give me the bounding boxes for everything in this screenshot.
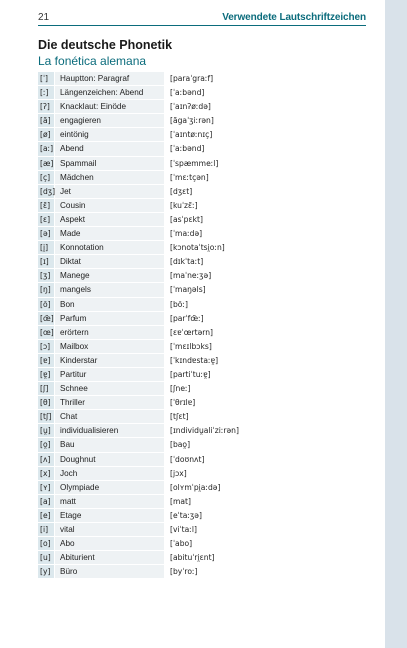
phonetic-symbol: [ə] [38,227,55,240]
table-row [38,495,366,509]
phonetic-symbol: [a] [38,495,55,508]
phonetic-symbol: [x] [38,467,55,480]
table-row [38,241,366,255]
transcription: [ˈmaːdə] [165,227,366,240]
example-word: Konnotation [55,241,165,254]
phonetic-symbol: [ø] [38,128,55,141]
example-word: Jet [55,185,165,198]
table-row [38,326,366,340]
example-word: Etage [55,509,165,522]
transcription: [ɪndividu̯aliˈziːrən] [165,424,366,437]
table-row [38,142,366,156]
transcription: [ˈabo] [165,537,366,550]
example-word: Joch [55,467,165,480]
phonetic-symbol: [ʃ] [38,382,55,395]
phonetic-symbol: [θ] [38,396,55,409]
page-number: 21 [38,12,50,23]
transcription: [ˈaɪntøːnɪç] [165,128,366,141]
table-row [38,340,366,354]
example-word: vital [55,523,165,536]
example-word: Bon [55,298,165,311]
phonetic-symbol: [ŋ] [38,283,55,296]
table-row [38,438,366,452]
table-row [38,481,366,495]
transcription: [viˈtaːl] [165,523,366,536]
phonetic-symbol: [ã] [38,114,55,127]
transcription: [byˈroː] [165,565,366,578]
table-row [38,213,366,227]
phonetic-symbol: [y] [38,565,55,578]
transcription: [ˈmaŋəls] [165,283,366,296]
transcription: [dɪkˈtaːt] [165,255,366,268]
table-row [38,171,366,185]
example-word: mangels [55,283,165,296]
example-word: Made [55,227,165,240]
transcription: [kɔnotaˈtsi̯oːn] [165,241,366,254]
transcription: [ˈdoʊnʌt] [165,453,366,466]
section-title: Die deutsche Phonetik [38,38,173,52]
section-subtitle: La fonética alemana [38,54,147,68]
table-row [38,509,366,523]
table-row [38,467,366,481]
transcription: [ˈmɛːtçən] [165,171,366,184]
page-side-strip [385,0,407,648]
phonetic-symbol: [ɐ̯] [38,368,55,381]
table-row [38,128,366,142]
transcription: [ˈaːbənd] [165,142,366,155]
example-word: Spammail [55,157,165,170]
phonetic-symbol: [o̯] [38,438,55,451]
transcription: [ˈθrɪlɐ] [165,396,366,409]
table-row [38,410,366,424]
table-row [38,424,366,438]
example-word: Manege [55,269,165,282]
phonetic-symbol: [aː] [38,142,55,155]
running-title: Verwendete Lautschriftzeichen [222,12,366,23]
table-row [38,537,366,551]
example-word: Abiturient [55,551,165,564]
transcription: [asˈpɛkt] [165,213,366,226]
phonetic-symbol: [ɛ] [38,213,55,226]
table-row [38,114,366,128]
table-row [38,283,366,297]
transcription: [abituˈri̯ɛnt] [165,551,366,564]
table-row [38,354,366,368]
phonetic-symbol: [ʏ] [38,481,55,494]
transcription: [ˈkɪndɐstaːɐ̯] [165,354,366,367]
table-row [38,382,366,396]
table-row [38,396,366,410]
example-word: Längenzeichen: Abend [55,86,165,99]
transcription: [mat] [165,495,366,508]
example-word: Abend [55,142,165,155]
phonetic-symbol: [i] [38,523,55,536]
example-word: Abo [55,537,165,550]
transcription: [bao̯] [165,438,366,451]
table-row [38,368,366,382]
example-word: Partitur [55,368,165,381]
phonetic-symbol: [ɪ] [38,255,55,268]
phonetics-table [38,72,366,579]
example-word: Mädchen [55,171,165,184]
example-word: matt [55,495,165,508]
transcription: [bõː] [165,298,366,311]
example-word: Bau [55,438,165,451]
example-word: Schnee [55,382,165,395]
example-word: Diktat [55,255,165,268]
table-row [38,312,366,326]
phonetic-symbol: [æ] [38,157,55,170]
phonetic-symbol: [o] [38,537,55,550]
example-word: Cousin [55,199,165,212]
transcription: [paraˈgraːf] [165,72,366,85]
example-word: erörtern [55,326,165,339]
table-row [38,298,366,312]
phonetic-symbol: [u̯] [38,424,55,437]
transcription: [dʒɛt] [165,185,366,198]
phonetic-symbol: [ʌ] [38,453,55,466]
table-row [38,523,366,537]
table-row [38,185,366,199]
example-word: eintönig [55,128,165,141]
phonetic-symbol: [u] [38,551,55,564]
phonetic-symbol: [tʃ] [38,410,55,423]
phonetic-symbol: [i̯] [38,241,55,254]
phonetic-symbol: [œ] [38,326,55,339]
table-row [38,551,366,565]
phonetic-symbol: [ɛ̃] [38,199,55,212]
table-row [38,157,366,171]
transcription: [ˈspæmmeːl] [165,157,366,170]
phonetic-symbol: [õ] [38,298,55,311]
example-word: individualisieren [55,424,165,437]
phonetic-symbol: [œ̃] [38,312,55,325]
example-word: Hauptton: Paragraf [55,72,165,85]
phonetic-symbol: [ʔ] [38,100,55,113]
phonetic-symbol: [ɔ] [38,340,55,353]
example-word: Thriller [55,396,165,409]
phonetic-symbol: [dʒ] [38,185,55,198]
example-word: Doughnut [55,453,165,466]
transcription: [maˈneːʒə] [165,269,366,282]
transcription: [ɛɐˈœrtərn] [165,326,366,339]
example-word: Knacklaut: Einöde [55,100,165,113]
table-row [38,565,366,579]
transcription: [olʏmˈpi̯aːdə] [165,481,366,494]
transcription: [kuˈzɛ̃ː] [165,199,366,212]
table-row [38,100,366,114]
phonetic-symbol: [ʒ] [38,269,55,282]
table-row [38,255,366,269]
transcription: [jɔx] [165,467,366,480]
transcription: [ˈaɪnʔøːdə] [165,100,366,113]
transcription: [eˈtaːʒə] [165,509,366,522]
header-rule [38,25,366,26]
example-word: Olympiade [55,481,165,494]
example-word: Chat [55,410,165,423]
table-row [38,86,366,100]
table-row [38,199,366,213]
transcription: [ˈaːbənd] [165,86,366,99]
phonetic-symbol: [ː] [38,86,55,99]
transcription: [parˈfœ̃ː] [165,312,366,325]
phonetic-symbol: [ç] [38,171,55,184]
example-word: Büro [55,565,165,578]
transcription: [ˈmɛɪlbɔks] [165,340,366,353]
table-row [38,269,366,283]
table-row [38,227,366,241]
example-word: Mailbox [55,340,165,353]
table-row [38,453,366,467]
transcription: [ãgaˈʒiːrən] [165,114,366,127]
example-word: Parfum [55,312,165,325]
transcription: [partiˈtuːɐ̯] [165,368,366,381]
example-word: Kinderstar [55,354,165,367]
table-row [38,72,366,86]
example-word: Aspekt [55,213,165,226]
phonetic-symbol: [ɐ] [38,354,55,367]
phonetic-symbol: [e] [38,509,55,522]
phonetic-symbol: [ˈ] [38,72,55,85]
transcription: [tʃɛt] [165,410,366,423]
running-header [38,10,366,26]
example-word: engagieren [55,114,165,127]
transcription: [ʃneː] [165,382,366,395]
